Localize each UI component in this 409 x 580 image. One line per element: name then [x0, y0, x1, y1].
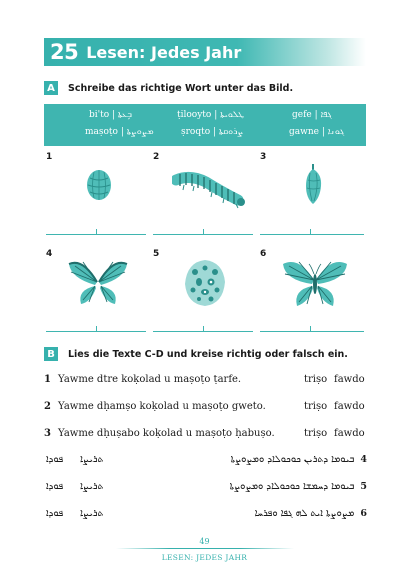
true-option[interactable]: triṣo: [304, 374, 328, 385]
lesson-number: 25: [50, 40, 79, 64]
footer-title: LESEN: JEDES JAHR: [161, 553, 248, 562]
word-bank-item: gawne | ܓܘܢܐ: [289, 127, 345, 137]
syriac-false-option[interactable]: ܦܘܕܐ: [46, 454, 64, 465]
false-option[interactable]: fawdo: [334, 401, 365, 412]
answer-divider: [310, 229, 311, 235]
true-option[interactable]: triṣo: [304, 401, 328, 412]
statement-row: 3 Yawme dḥuṣabo koḳolad u maṣoṭo ḥabuṣo.: [44, 428, 275, 439]
page-number: 49: [199, 537, 210, 546]
picture-number: 6: [260, 249, 267, 259]
answer-divider: [203, 229, 204, 235]
syriac-statement-row: [0, 481, 409, 495]
egg-icon: [85, 168, 113, 202]
syriac-statement-row: [0, 454, 409, 468]
word-bank-item: bi'to | ܒܹܥܬܐ: [89, 110, 133, 120]
syriac-false-option[interactable]: ܦܘܕܐ: [46, 481, 64, 492]
word-bank-item: ṣroqto | ܨܪܘܩܬܐ: [181, 127, 243, 137]
page-header: [44, 38, 366, 66]
word-bank: [44, 104, 366, 146]
page-title: Lesen: Jedes Jahr: [86, 42, 242, 62]
picture-number: 2: [153, 152, 160, 162]
section-b-badge: B: [44, 347, 58, 361]
wing-pattern-icon: [183, 258, 227, 308]
word-bank-item: ṭilooyto | ܛܠܘܝܬܐ: [177, 110, 245, 120]
syriac-true-option[interactable]: ܬܪܝܨܐ: [80, 508, 104, 519]
picture-number: 5: [153, 249, 160, 259]
section-a-instruction: Schreibe das richtige Wort unter das Bild.: [68, 82, 294, 94]
answer-divider: [310, 326, 311, 332]
section-a-heading: [44, 81, 293, 95]
answer-divider: [203, 326, 204, 332]
chrysalis-icon: [302, 164, 324, 206]
section-b-heading: [44, 347, 348, 361]
picture-number: 4: [46, 249, 53, 259]
answer-divider: [96, 326, 97, 332]
false-option[interactable]: fawdo: [334, 374, 365, 385]
caterpillar-icon: [172, 170, 246, 210]
butterfly-icon: [281, 258, 349, 308]
syriac-statement-row: [0, 508, 409, 522]
syriac-false-option[interactable]: ܦܘܕܐ: [46, 508, 64, 519]
answer-line[interactable]: [260, 331, 364, 332]
answer-divider: [96, 229, 97, 235]
true-option[interactable]: triṣo: [304, 428, 328, 439]
butterfly-wings-icon: [67, 258, 129, 308]
false-option[interactable]: fawdo: [334, 428, 365, 439]
syriac-statement-text: 5ܒܝܘܡܐ ܕܚܡܫܐ ܟܘܟܘܠܐܕ ܘܡܨܘܨܬܐ: [229, 481, 367, 492]
syriac-statement-text: 6ܡܨܘܨܬܐ ܐܝܬ ܠܗ ܓܦܐ ܘܦܪܚܐ: [254, 508, 367, 519]
syriac-statement-text: 4ܒܝܘܡܐ ܕܬܪܝܢ ܟܘܟܘܠܐܕ ܘܡܨܘܨܬܐ: [230, 454, 367, 465]
answer-line[interactable]: [260, 234, 364, 235]
picture-number: 1: [46, 152, 53, 162]
picture-number: 3: [260, 152, 267, 162]
syriac-true-option[interactable]: ܬܪܝܨܐ: [80, 454, 104, 465]
word-bank-item: gefe | ܓܦܐ: [292, 110, 332, 120]
statement-row: 1 Yawme dtre koḳolad u maṣoṭo ṭarfe.: [44, 374, 242, 385]
word-bank-item: maṣoṭo | ܡܨܘܨܬܐ: [85, 127, 154, 137]
statement-row: 2 Yawme dḥamṣo koḳolad u maṣoṭo gweto.: [44, 401, 266, 412]
section-b-instruction: Lies die Texte C-D und kreise richtig oder falsch ein.: [68, 348, 348, 360]
footer-divider: [116, 548, 294, 549]
syriac-true-option[interactable]: ܬܪܝܨܐ: [80, 481, 104, 492]
section-a-badge: A: [44, 81, 58, 95]
